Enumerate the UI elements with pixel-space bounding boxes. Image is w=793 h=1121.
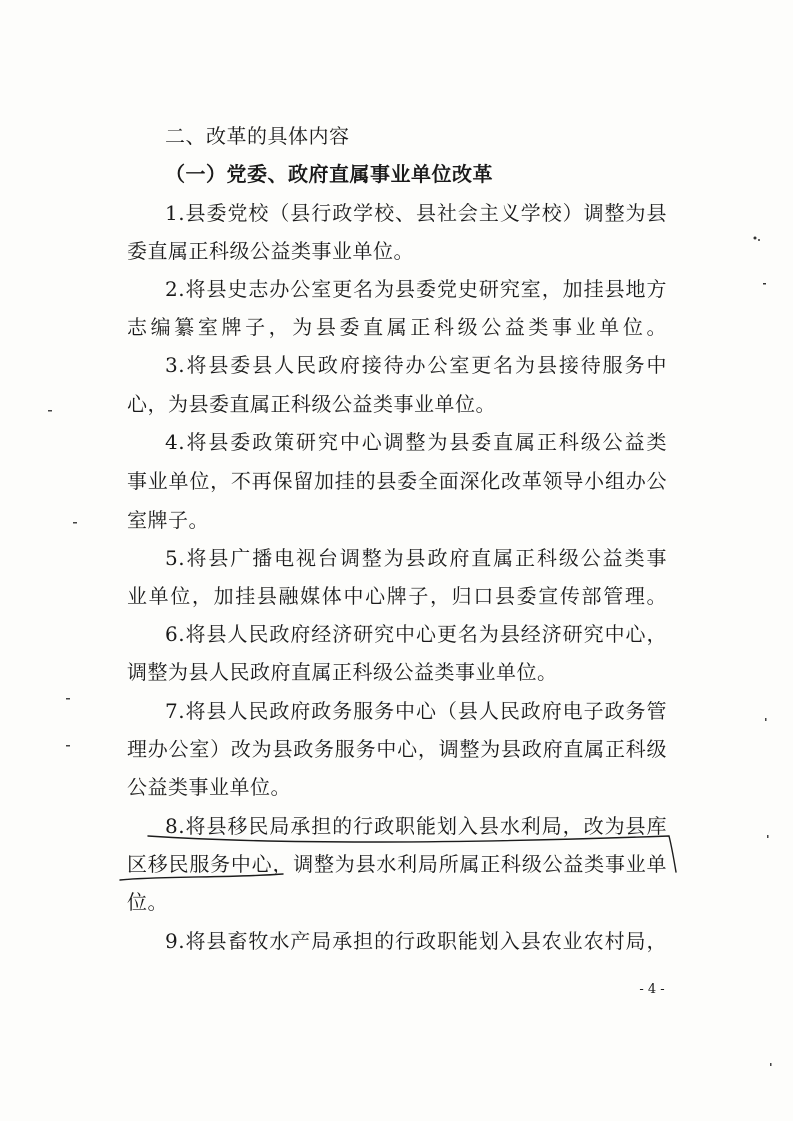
- item-2-line-1: 2.将县史志办公室更名为县委党史研究室，加挂县地方: [165, 277, 667, 301]
- item-2-line-2: 志编纂室牌子，为县委直属正科级公益类事业单位。: [127, 315, 667, 339]
- item-7-line-2: 理办公室）改为县政务服务中心，调整为县政府直属正科级: [127, 737, 667, 761]
- item-5-line-1: 5.将县广播电视台调整为县政府直属正科级公益类事: [165, 546, 667, 570]
- item-6-line-2: 调整为县人民政府直属正科级公益类事业单位。: [127, 660, 558, 684]
- item-5-line-2: 业单位，加挂县融媒体中心牌子，归口县委宣传部管理。: [127, 584, 667, 608]
- item-3-line-1: 3.将县委县人民政府接待办公室更名为县接待服务中: [165, 353, 667, 377]
- item-8-line-3: 位。: [127, 890, 168, 914]
- item-7-line-3: 公益类事业单位。: [127, 775, 291, 799]
- item-8-line-1: 8.将县移民局承担的行政职能划入县水利局，改为县库: [165, 814, 667, 838]
- item-3-line-2: 心，为县委直属正科级公益类事业单位。: [127, 392, 496, 416]
- subsection-heading: （一）党委、政府直属事业单位改革: [165, 162, 493, 186]
- item-1-line-2: 委直属正科级公益类事业单位。: [127, 239, 414, 263]
- item-4-line-3: 室牌子。: [127, 508, 209, 532]
- page-number: - 4 -: [639, 982, 665, 997]
- item-8-line-2: 区移民服务中心，调整为县水利局所属正科级公益类事业单: [127, 852, 667, 876]
- item-9-line-1: 9.将县畜牧水产局承担的行政职能划入县农业农村局，: [165, 929, 667, 953]
- item-6-line-1: 6.将县人民政府经济研究中心更名为县经济研究中心，: [165, 622, 667, 646]
- item-7-line-1: 7.将县人民政府政务服务中心（县人民政府电子政务管: [165, 699, 667, 723]
- item-1-line-1: 1.县委党校（县行政学校、县社会主义学校）调整为县: [165, 201, 667, 225]
- section-heading: 二、改革的具体内容: [165, 124, 350, 148]
- item-4-line-2: 事业单位，不再保留加挂的县委全面深化改革领导小组办公: [127, 469, 667, 493]
- item-4-line-1: 4.将县委政策研究中心调整为县委直属正科级公益类: [165, 430, 667, 454]
